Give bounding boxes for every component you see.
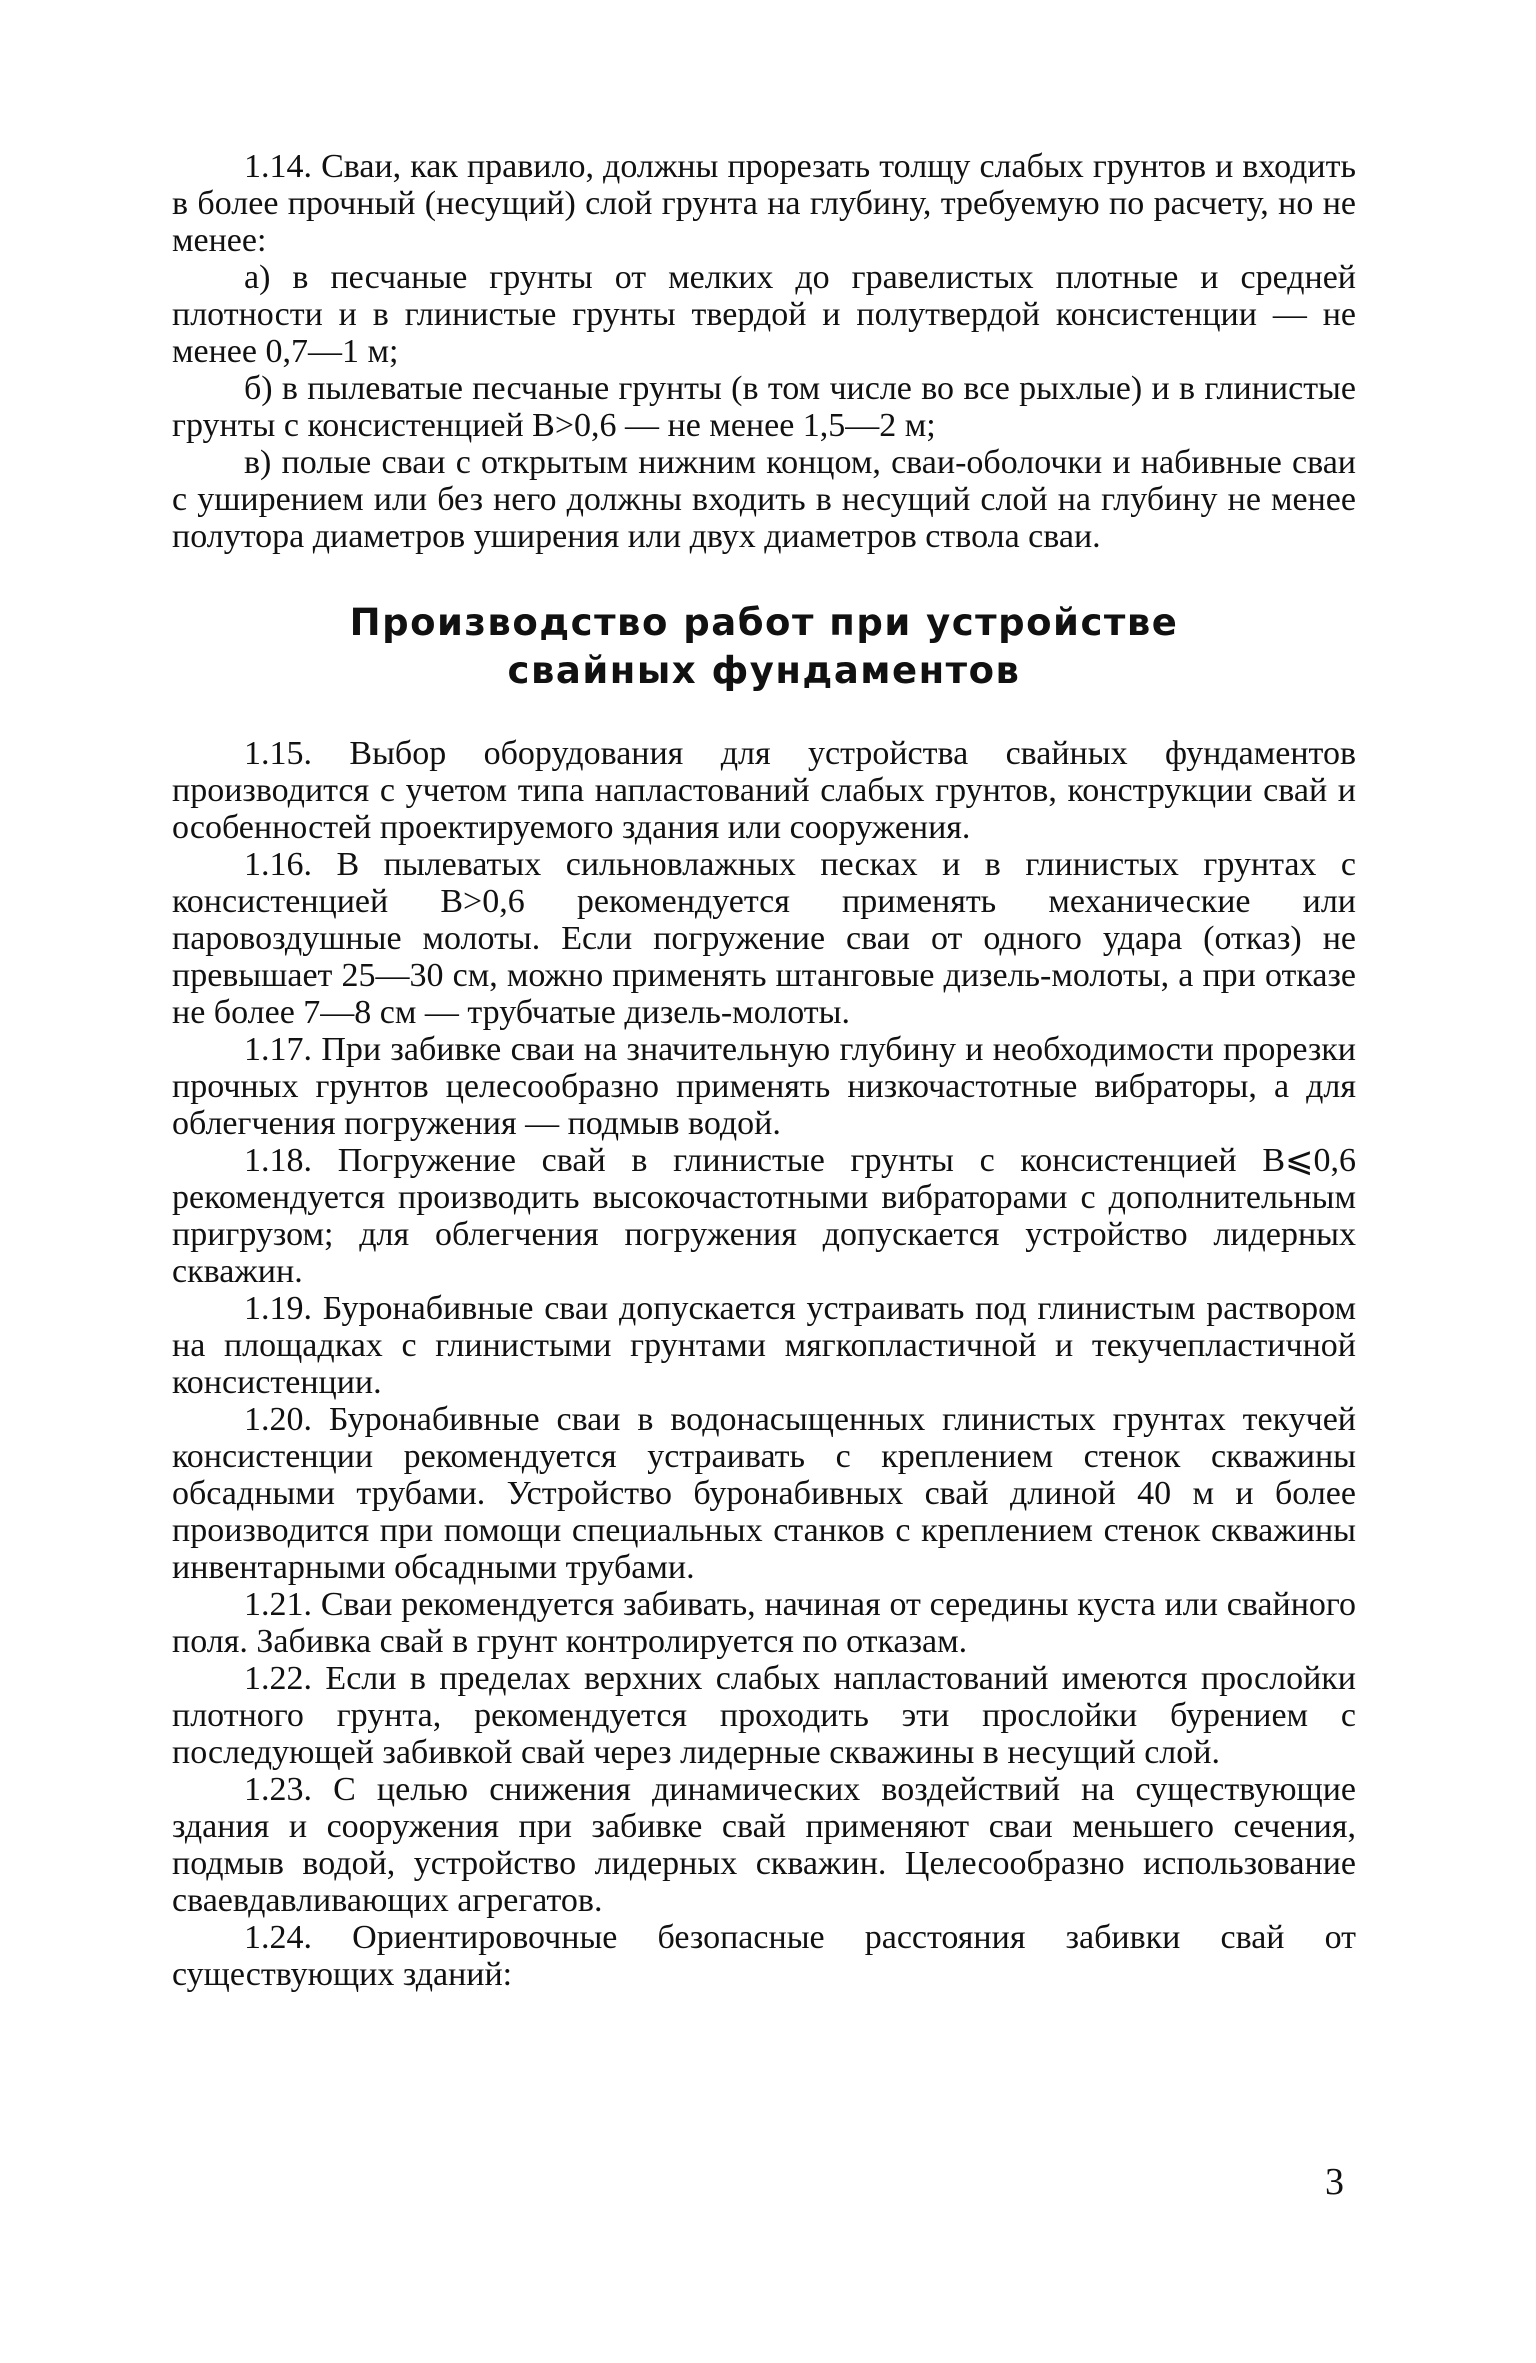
paragraph-1-16 xyxy=(172,846,1356,1031)
clause-text: При забивке сваи на значительную глубину и необходимости прорезки прочных грунтов целесообразно применять низкочастотные вибраторы, а для облегчения погружения — подмыв водой. xyxy=(172,1031,1356,1142)
clause-text: Если в пределах верхних слабых напластований имеются прослойки плотного грунта, рекомендуется проходить эти прослойки бурением с последующей забивкой свай через лидерные скважины в несущий слой. xyxy=(172,1660,1356,1771)
clause-number: 1.15. xyxy=(244,735,312,772)
clause-number: 1.16. xyxy=(244,846,312,883)
paragraph-1-17 xyxy=(172,1031,1356,1142)
paragraph-1-24 xyxy=(172,1919,1356,1993)
list-item-text: б) в пылеватые песчаные грунты (в том числе во все рыхлые) и в глинистые грунты с консистенцией B>0,6 — не менее 1,5—2 м; xyxy=(172,370,1356,444)
clause-number: 1.20. xyxy=(244,1401,312,1438)
paragraph-1-18 xyxy=(172,1142,1356,1290)
section-heading xyxy=(172,599,1356,695)
paragraph-1-19 xyxy=(172,1290,1356,1401)
list-item-c xyxy=(172,444,1356,555)
section-heading-line-2: свайных фундаментов xyxy=(507,649,1021,692)
clause-number: 1.23. xyxy=(244,1771,312,1808)
clause-number: 1.14. xyxy=(244,148,312,185)
clause-text: С целью снижения динамических воздействий на существующие здания и сооружения при забивке свай применяют сваи меньшего сечения, подмыв водой, устройство лидерных скважин. Целесообразно использование сваевдавливающих агрегатов. xyxy=(172,1771,1357,1919)
clause-number: 1.18. xyxy=(244,1142,312,1179)
list-item-a xyxy=(172,259,1356,370)
paragraph-1-15 xyxy=(172,735,1356,846)
section-heading-line-1: Производство работ при устройстве xyxy=(349,601,1179,644)
paragraph-1-22 xyxy=(172,1660,1356,1771)
paragraph-1-23 xyxy=(172,1771,1356,1919)
clause-text: Погружение свай в глинистые грунты с консистенцией B⩽0,6 рекомендуется производить высокочастотными вибраторами с дополнительным пригрузом; для облегчения погружения допускается устройство лидерных скважин. xyxy=(172,1142,1356,1290)
page-number: 3 xyxy=(1325,2161,1344,2203)
clause-text: В пылеватых сильновлажных песках и в глинистых грунтах с консистенцией B>0,6 рекомендуется применять механические или паровоздушные молоты. Если погружение сваи от одного удара (отказ) не превышает 25—30 см, можно применять штанговые дизель-молоты, а при отказе не более 7—8 см — трубчатые дизель-молоты. xyxy=(172,846,1356,1031)
clause-text: Ориентировочные безопасные расстояния забивки свай от существующих зданий: xyxy=(172,1919,1357,1993)
clause-number: 1.24. xyxy=(244,1919,312,1956)
clause-text: Сваи рекомендуется забивать, начиная от середины куста или свайного поля. Забивка свай в грунт контролируется по отказам. xyxy=(172,1586,1356,1660)
page-body xyxy=(172,148,1356,1993)
paragraph-1-14 xyxy=(172,148,1356,259)
clause-number: 1.22. xyxy=(244,1660,312,1697)
clause-number: 1.21. xyxy=(244,1586,312,1623)
clause-text: Выбор оборудования для устройства свайных фундаментов производится с учетом типа напластований слабых грунтов, конструкции свай и особенностей проектируемого здания или сооружения. xyxy=(172,735,1357,846)
clause-number: 1.17. xyxy=(244,1031,312,1068)
paragraph-1-21 xyxy=(172,1586,1356,1660)
clause-text: Сваи, как правило, должны прорезать толщу слабых грунтов и входить в более прочный (несущий) слой грунта на глубину, требуемую по расчету, но не менее: xyxy=(172,148,1356,259)
clause-text: Буронабивные сваи допускается устраивать под глинистым раствором на площадках с глинистыми грунтами мягкопластичной и текучепластичной консистенции. xyxy=(172,1290,1356,1401)
clause-number: 1.19. xyxy=(244,1290,312,1327)
list-item-b xyxy=(172,370,1356,444)
paragraph-1-20 xyxy=(172,1401,1356,1586)
clause-text: Буронабивные сваи в водонасыщенных глинистых грунтах текучей консистенции рекомендуется устраивать с креплением стенок скважины обсадными трубами. Устройство буронабивных свай длиной 40 м и более производится при помощи специальных станков с креплением стенок скважины инвентарными обсадными трубами. xyxy=(172,1401,1356,1586)
list-item-text: в) полые сваи с открытым нижним концом, сваи-оболочки и набивные сваи с уширением или без него должны входить в несущий слой на глубину не менее полутора диаметров уширения или двух диаметров ствола сваи. xyxy=(172,444,1356,555)
list-item-text: а) в песчаные грунты от мелких до гравелистых плотные и средней плотности и в глинистые грунты твердой и полутвердой консистенции — не менее 0,7—1 м; xyxy=(172,259,1356,370)
